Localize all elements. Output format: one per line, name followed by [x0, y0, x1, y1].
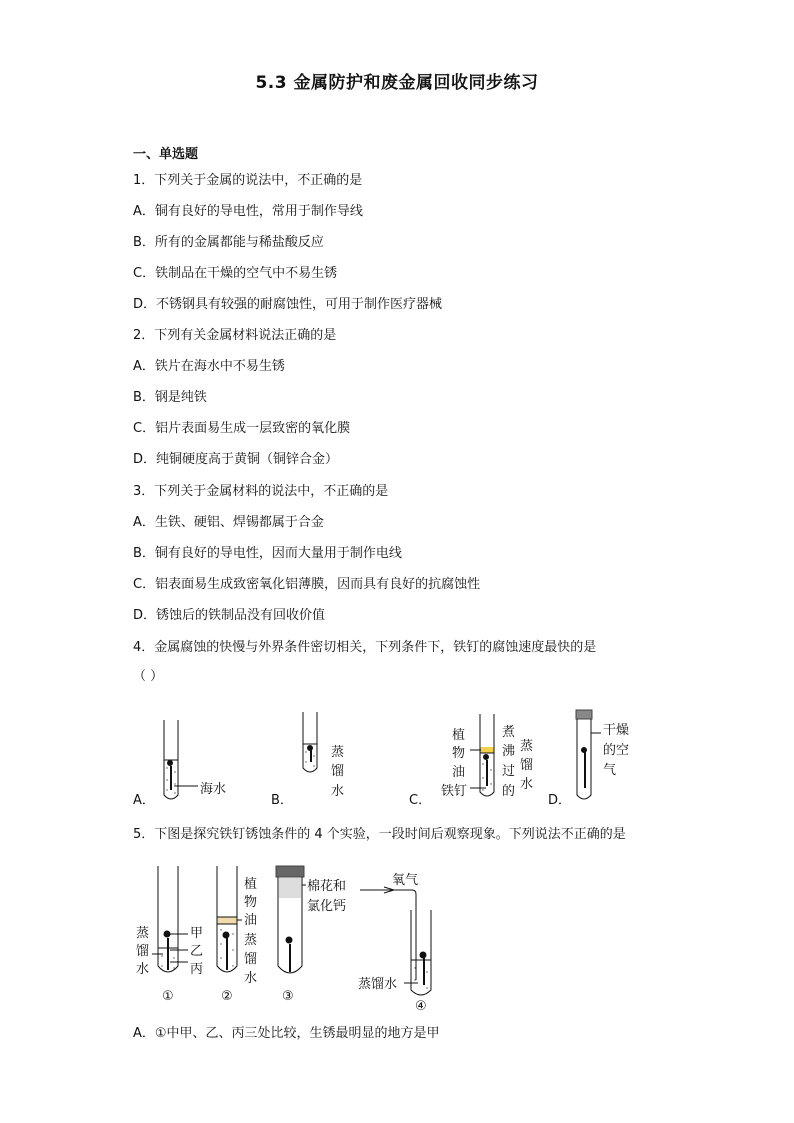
q4-c-right-1: 蒸 — [520, 739, 534, 754]
q5-t2-label-3: 油 — [244, 913, 258, 928]
q1-option-a: A．铜有良好的导电性，常用于制作导线 — [133, 204, 363, 219]
section-heading: 一、单选题 — [133, 147, 199, 162]
q5-mark-yi: 乙 — [190, 944, 204, 959]
q5-mark-bing: 丙 — [190, 962, 204, 977]
q4-d-label-1: 干燥 — [603, 723, 630, 738]
q5-t2-label-4: 蒸 — [244, 933, 258, 948]
q5-num-2: ② — [221, 989, 233, 1004]
q5-t2-label-6: 水 — [244, 971, 258, 986]
q3-option-d: D．锈蚀后的铁制品没有回收价值 — [133, 608, 326, 623]
q3-option-c: C．铝表面易生成致密氧化铝薄膜，因而具有良好的抗腐蚀性 — [133, 577, 481, 592]
q4-c-mid-1: 煮 — [502, 725, 516, 740]
q5-num-4: ④ — [415, 999, 427, 1014]
q4-b-label-1: 蒸 — [331, 745, 345, 760]
q3-stem: 3．下列关于金属材料的说法中，不正确的是 — [133, 484, 389, 499]
q4-seawater-label: 海水 — [200, 782, 227, 797]
q5-nail-head-3 — [286, 937, 292, 943]
q1-option-d: D．不锈钢具有较强的耐腐蚀性，可用于制作医疗器械 — [133, 297, 443, 312]
q5-num-1: ① — [162, 989, 174, 1004]
q2-option-a: A．铁片在海水中不易生锈 — [133, 359, 285, 374]
q5-gas-tube — [360, 890, 416, 980]
q4-option-c-label: C． — [409, 793, 432, 808]
q4-c-mid-2: 沸 — [502, 744, 516, 759]
q5-oil-layer — [218, 917, 237, 924]
q5-nail-head-4 — [420, 952, 426, 958]
q5-t2-label-1: 植 — [244, 877, 258, 892]
q5-oxygen-label: 氧气 — [392, 873, 419, 888]
q5-nail-head-2 — [223, 932, 229, 938]
q5-t1-water-2: 馏 — [136, 944, 150, 959]
q1-stem: 1．下列关于金属的说法中，不正确的是 — [133, 173, 363, 188]
q4-d-label-3: 气 — [603, 763, 617, 778]
q5-stem: 5．下图是探究铁钉锈蚀条件的 4 个实验，一段时间后观察现象。下列说法不正确的是 — [133, 827, 626, 842]
q5-t3-label-1: 棉花和 — [307, 879, 347, 894]
q5-t3-label-2: 氯化钙 — [307, 899, 347, 914]
q5-t1-water-1: 蒸 — [136, 926, 150, 941]
q5-t2-label-2: 物 — [244, 895, 258, 910]
page-title: 5.3 金属防护和废金属回收同步练习 — [255, 73, 539, 93]
q3-option-b: B．铜有良好的导电性，因而大量用于制作电线 — [133, 546, 402, 561]
q4-c-left-3: 油 — [452, 765, 466, 780]
q4-option-a-label: A． — [133, 793, 155, 808]
q5-nail-head-1 — [164, 931, 170, 937]
q4-b-label-2: 馏 — [331, 764, 345, 779]
q4-c-right-2: 馏 — [520, 758, 534, 773]
q2-option-c: C．铝片表面易生成一层致密的氧化膜 — [133, 421, 351, 436]
q4-c-left-1: 植 — [452, 728, 466, 743]
q1-option-b: B．所有的金属都能与稀盐酸反应 — [133, 235, 324, 250]
q5-t4-water-label: 蒸馏水 — [358, 977, 398, 992]
q4-stem: 4．金属腐蚀的快慢与外界条件密切相关，下列条件下，铁钉的腐蚀速度最快的是 — [133, 640, 597, 655]
q2-option-b: B．钢是纯铁 — [133, 390, 207, 405]
q3-option-a: A．生铁、硬铝、焊锡都属于合金 — [133, 515, 324, 530]
q5-t1-water-3: 水 — [136, 962, 150, 977]
q4-b-label-3: 水 — [331, 784, 345, 799]
q5-stopper-3 — [276, 866, 304, 877]
q4-c-right-3: 水 — [520, 777, 534, 792]
q4-c-left-2: 物 — [452, 746, 466, 761]
q4-option-b-label: B． — [271, 793, 293, 808]
q5-t2-label-5: 馏 — [244, 952, 258, 967]
q4-paren: （ ） — [133, 669, 164, 684]
q2-option-d: D．纯铜硬度高于黄铜（铜锌合金） — [133, 452, 339, 467]
q4-option-d-label: D． — [548, 793, 572, 808]
q4-c-left-4: 铁钉 — [441, 784, 468, 799]
q5-option-a: A．①中甲、乙、丙三处比较，生锈最明显的地方是甲 — [133, 1026, 440, 1041]
q1-option-c: C．铁制品在干燥的空气中不易生锈 — [133, 266, 338, 281]
q5-mark-jia: 甲 — [190, 926, 204, 941]
q5-cotton-cacl2 — [279, 878, 301, 898]
q4-d-label-2: 的空 — [603, 743, 630, 758]
q5-num-3: ③ — [282, 989, 294, 1004]
q4-c-mid-3: 过 — [502, 764, 516, 779]
q2-stem: 2．下列有关金属材料说法正确的是 — [133, 328, 337, 343]
q4-c-mid-4: 的 — [502, 784, 516, 799]
